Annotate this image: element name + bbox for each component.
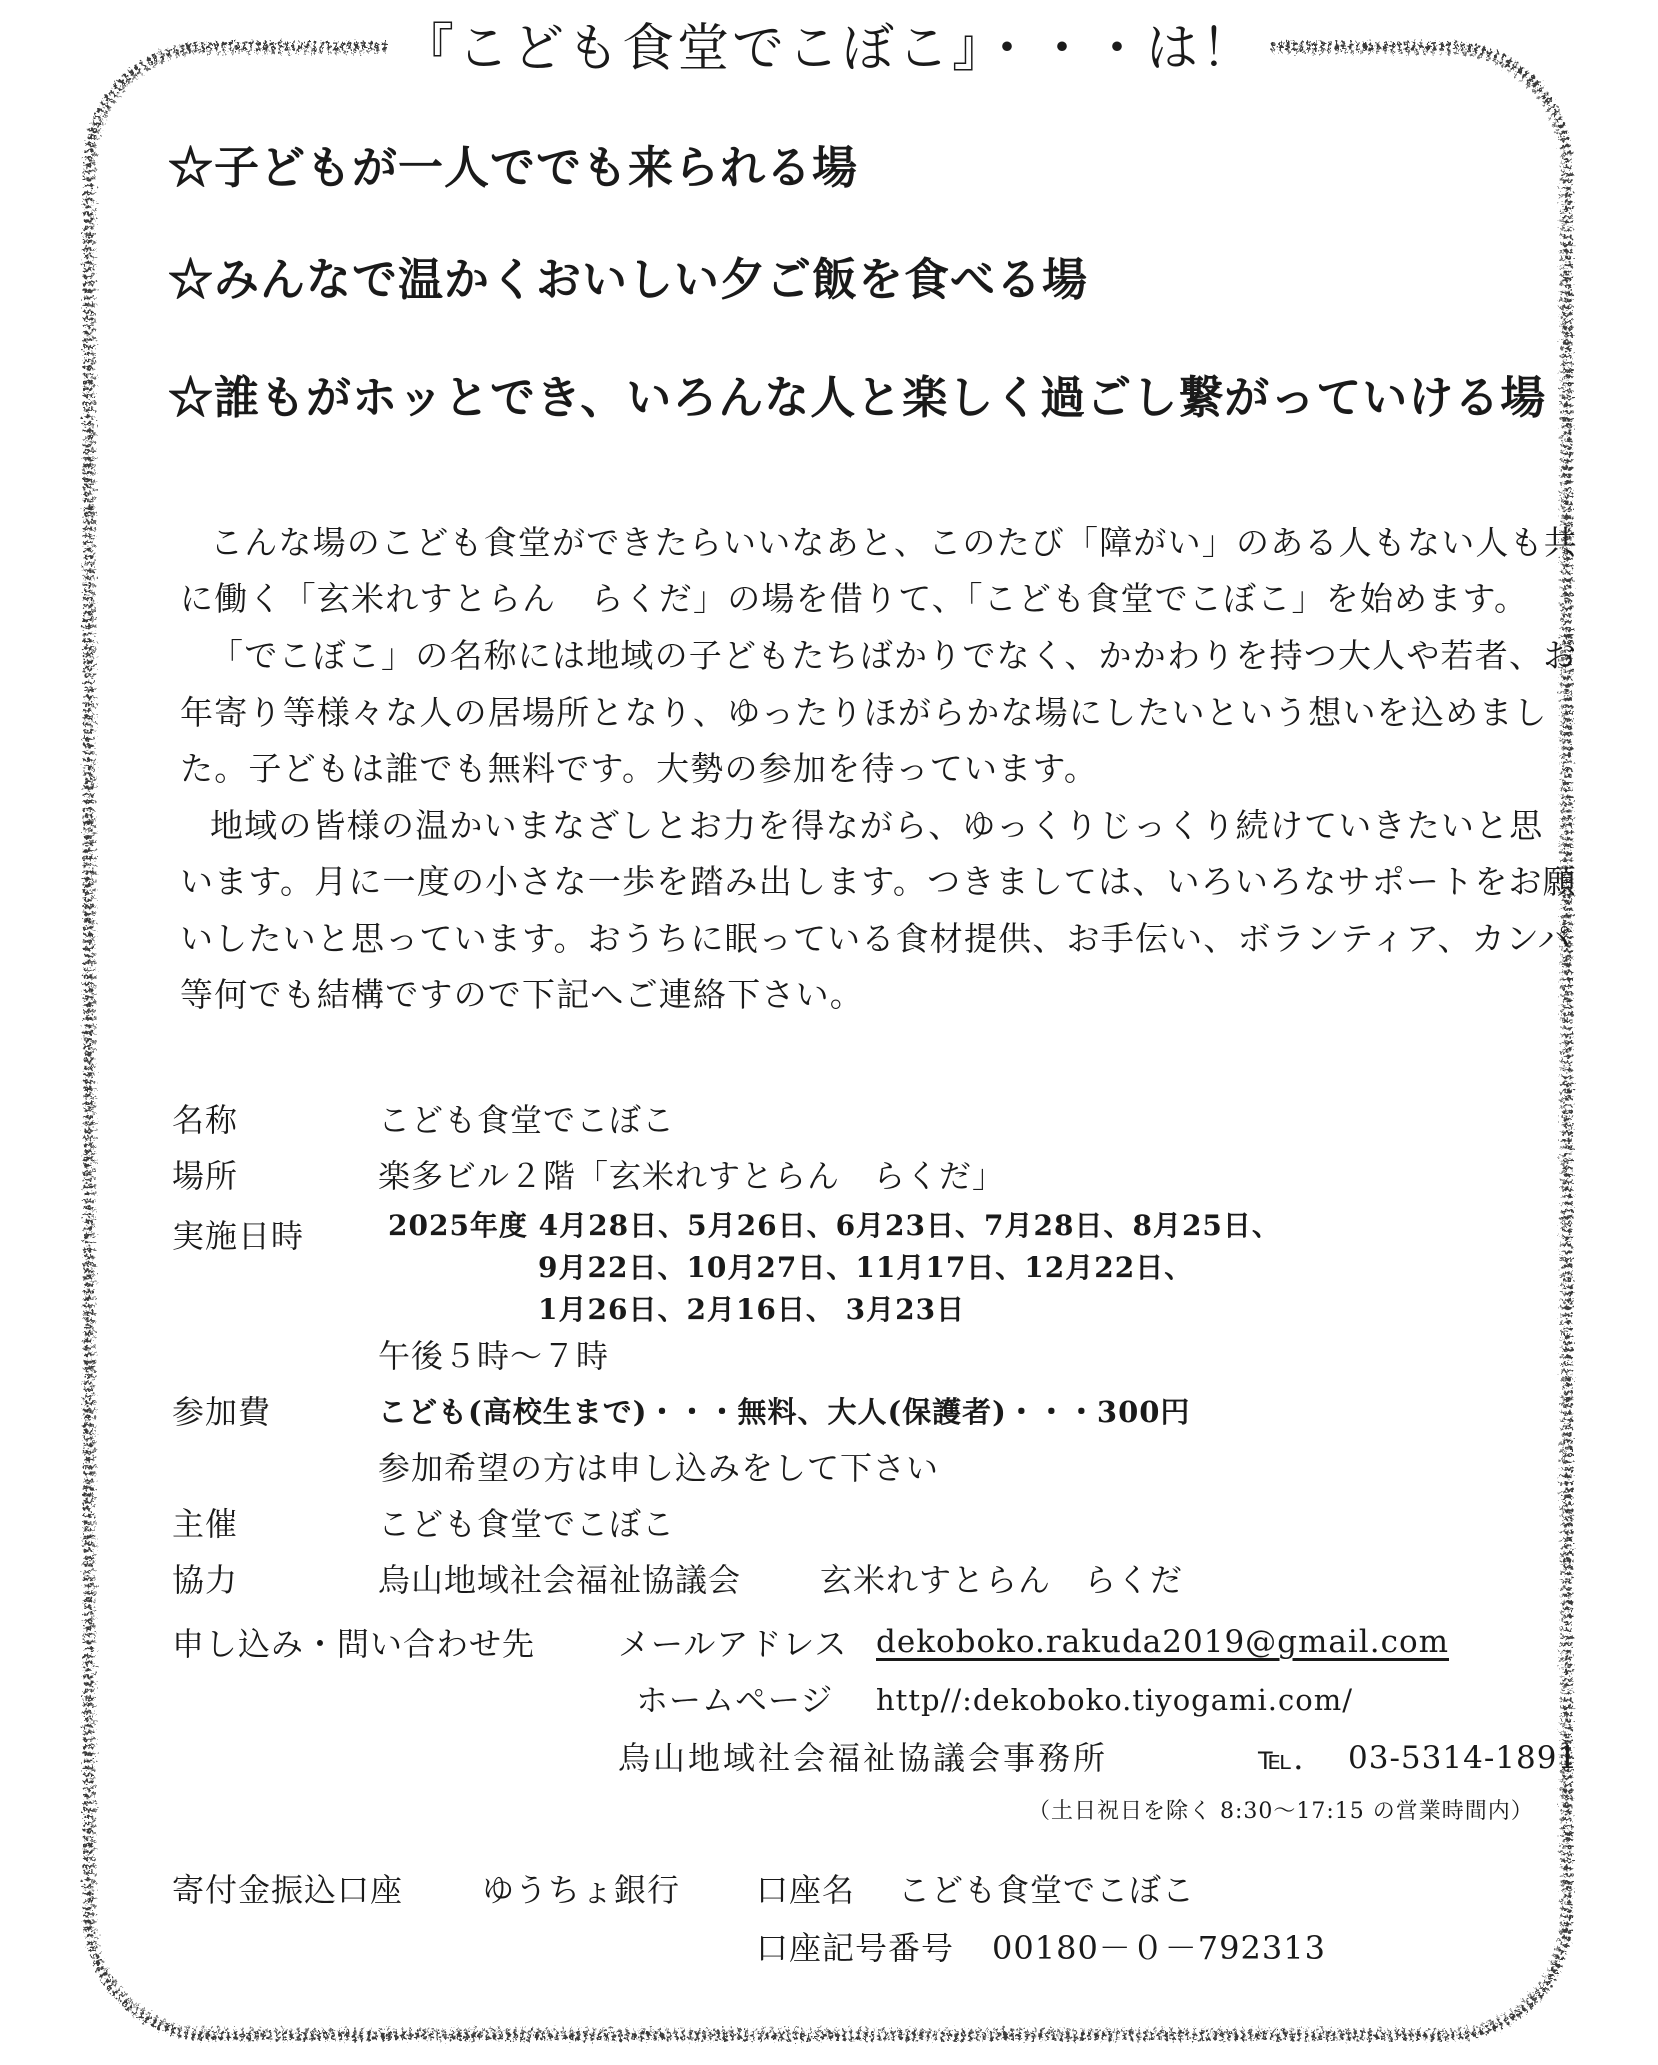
bank-value: ゆうちょ銀行	[482, 1871, 681, 1909]
donation-label: 寄付金振込口座	[172, 1871, 404, 1909]
coop-value-1: 烏山地域社会福祉協議会	[378, 1561, 742, 1599]
body-paragraph-line: います。月に一度の小さな一歩を踏み出します。つきましては、いろいろなサポートをお願	[180, 862, 1577, 901]
date-line-3: 1月26日、2月16日、 3月23日	[538, 1293, 966, 1326]
host-label: 主催	[172, 1505, 239, 1543]
tel-value: 03-5314-1891	[1348, 1740, 1579, 1776]
fee-label: 参加費	[172, 1393, 272, 1431]
coop-value-2: 玄米れすとらん らくだ	[820, 1561, 1184, 1599]
page-title-text: 『こども食堂でこぼこ』・・・は！	[388, 19, 1270, 79]
bullet-item-3: ☆誰もがホッとでき、いろんな人と楽しく過ごし繋がっていける場	[168, 371, 1547, 424]
account-name-value: こども食堂でこぼこ	[898, 1871, 1196, 1909]
body-paragraph-line: 地域の皆様の温かいまなざしとお力を得ながら、ゆっくりじっくり続けていきたいと思	[210, 806, 1544, 845]
date-line-1: 2025年度 4月28日、5月26日、6月23日、7月28日、8月25日、	[388, 1209, 1281, 1242]
date-label: 実施日時	[172, 1217, 305, 1255]
body-paragraph-line: 年寄り等様々な人の居場所となり、ゆったりほがらかな場にしたいという想いを込めまし	[180, 693, 1548, 732]
place-value: 楽多ビル２階「玄米れすとらん らくだ」	[378, 1157, 1006, 1195]
account-number-value: 00180－０－792313	[992, 1929, 1326, 1967]
homepage-label: ホームページ	[636, 1681, 834, 1719]
body-paragraph-line: 「でこぼこ」の名称には地域の子どもたちばかりでなく、かかわりを持つ大人や若者、お	[210, 636, 1578, 675]
body-paragraph-line: いしたいと思っています。おうちに眠っている食材提供、お手伝い、ボランティア、カンパ	[180, 919, 1572, 958]
body-paragraph-line: に働く「玄米れすとらん らくだ」の場を借りて、「こども食堂でこぼこ」を始めます。	[180, 579, 1529, 618]
host-value: こども食堂でこぼこ	[378, 1505, 676, 1543]
page-title	[0, 14, 1658, 84]
name-value: こども食堂でこぼこ	[378, 1101, 676, 1139]
time-value: 午後５時～７時	[378, 1337, 610, 1375]
tel-label: ℡．	[1258, 1739, 1327, 1777]
account-name-label: 口座名	[756, 1871, 856, 1909]
email-link[interactable]: dekoboko.rakuda2019@gmail.com	[876, 1624, 1449, 1660]
place-label: 場所	[172, 1157, 239, 1195]
account-number-label: 口座記号番号	[756, 1929, 955, 1967]
fee-note: 参加希望の方は申し込みをして下さい	[378, 1449, 940, 1487]
name-label: 名称	[172, 1101, 239, 1139]
homepage-link[interactable]: http//:dekoboko.tiyogami.com/	[876, 1683, 1353, 1717]
date-line-2: 9月22日、10月27日、11月17日、12月22日、	[538, 1251, 1194, 1284]
body-paragraph-line: 等何でも結構ですので下記へご連絡下さい。	[180, 975, 864, 1014]
bullet-item-2: ☆みんなで温かくおいしい夕ご飯を食べる場	[168, 253, 1089, 306]
fee-value: こども(高校生まで)・・・無料、大人(保護者)・・・300円	[378, 1395, 1191, 1429]
body-paragraph-line: た。子どもは誰でも無料です。大勢の参加を待っています。	[180, 749, 1099, 788]
email-label: メールアドレス	[618, 1625, 848, 1663]
office-label: 烏山地域社会福祉協議会事務所	[618, 1739, 1109, 1777]
hours-note: （土日祝日を除く 8:30～17:15 の営業時間内）	[1028, 1799, 1534, 1824]
bullet-item-1: ☆子どもが一人ででも来られる場	[168, 141, 859, 194]
coop-label: 協力	[172, 1561, 239, 1599]
contact-label: 申し込み・問い合わせ先	[172, 1625, 536, 1663]
body-paragraph-line: こんな場のこども食堂ができたらいいなあと、このたび「障がい」のある人もない人も共	[210, 523, 1578, 562]
